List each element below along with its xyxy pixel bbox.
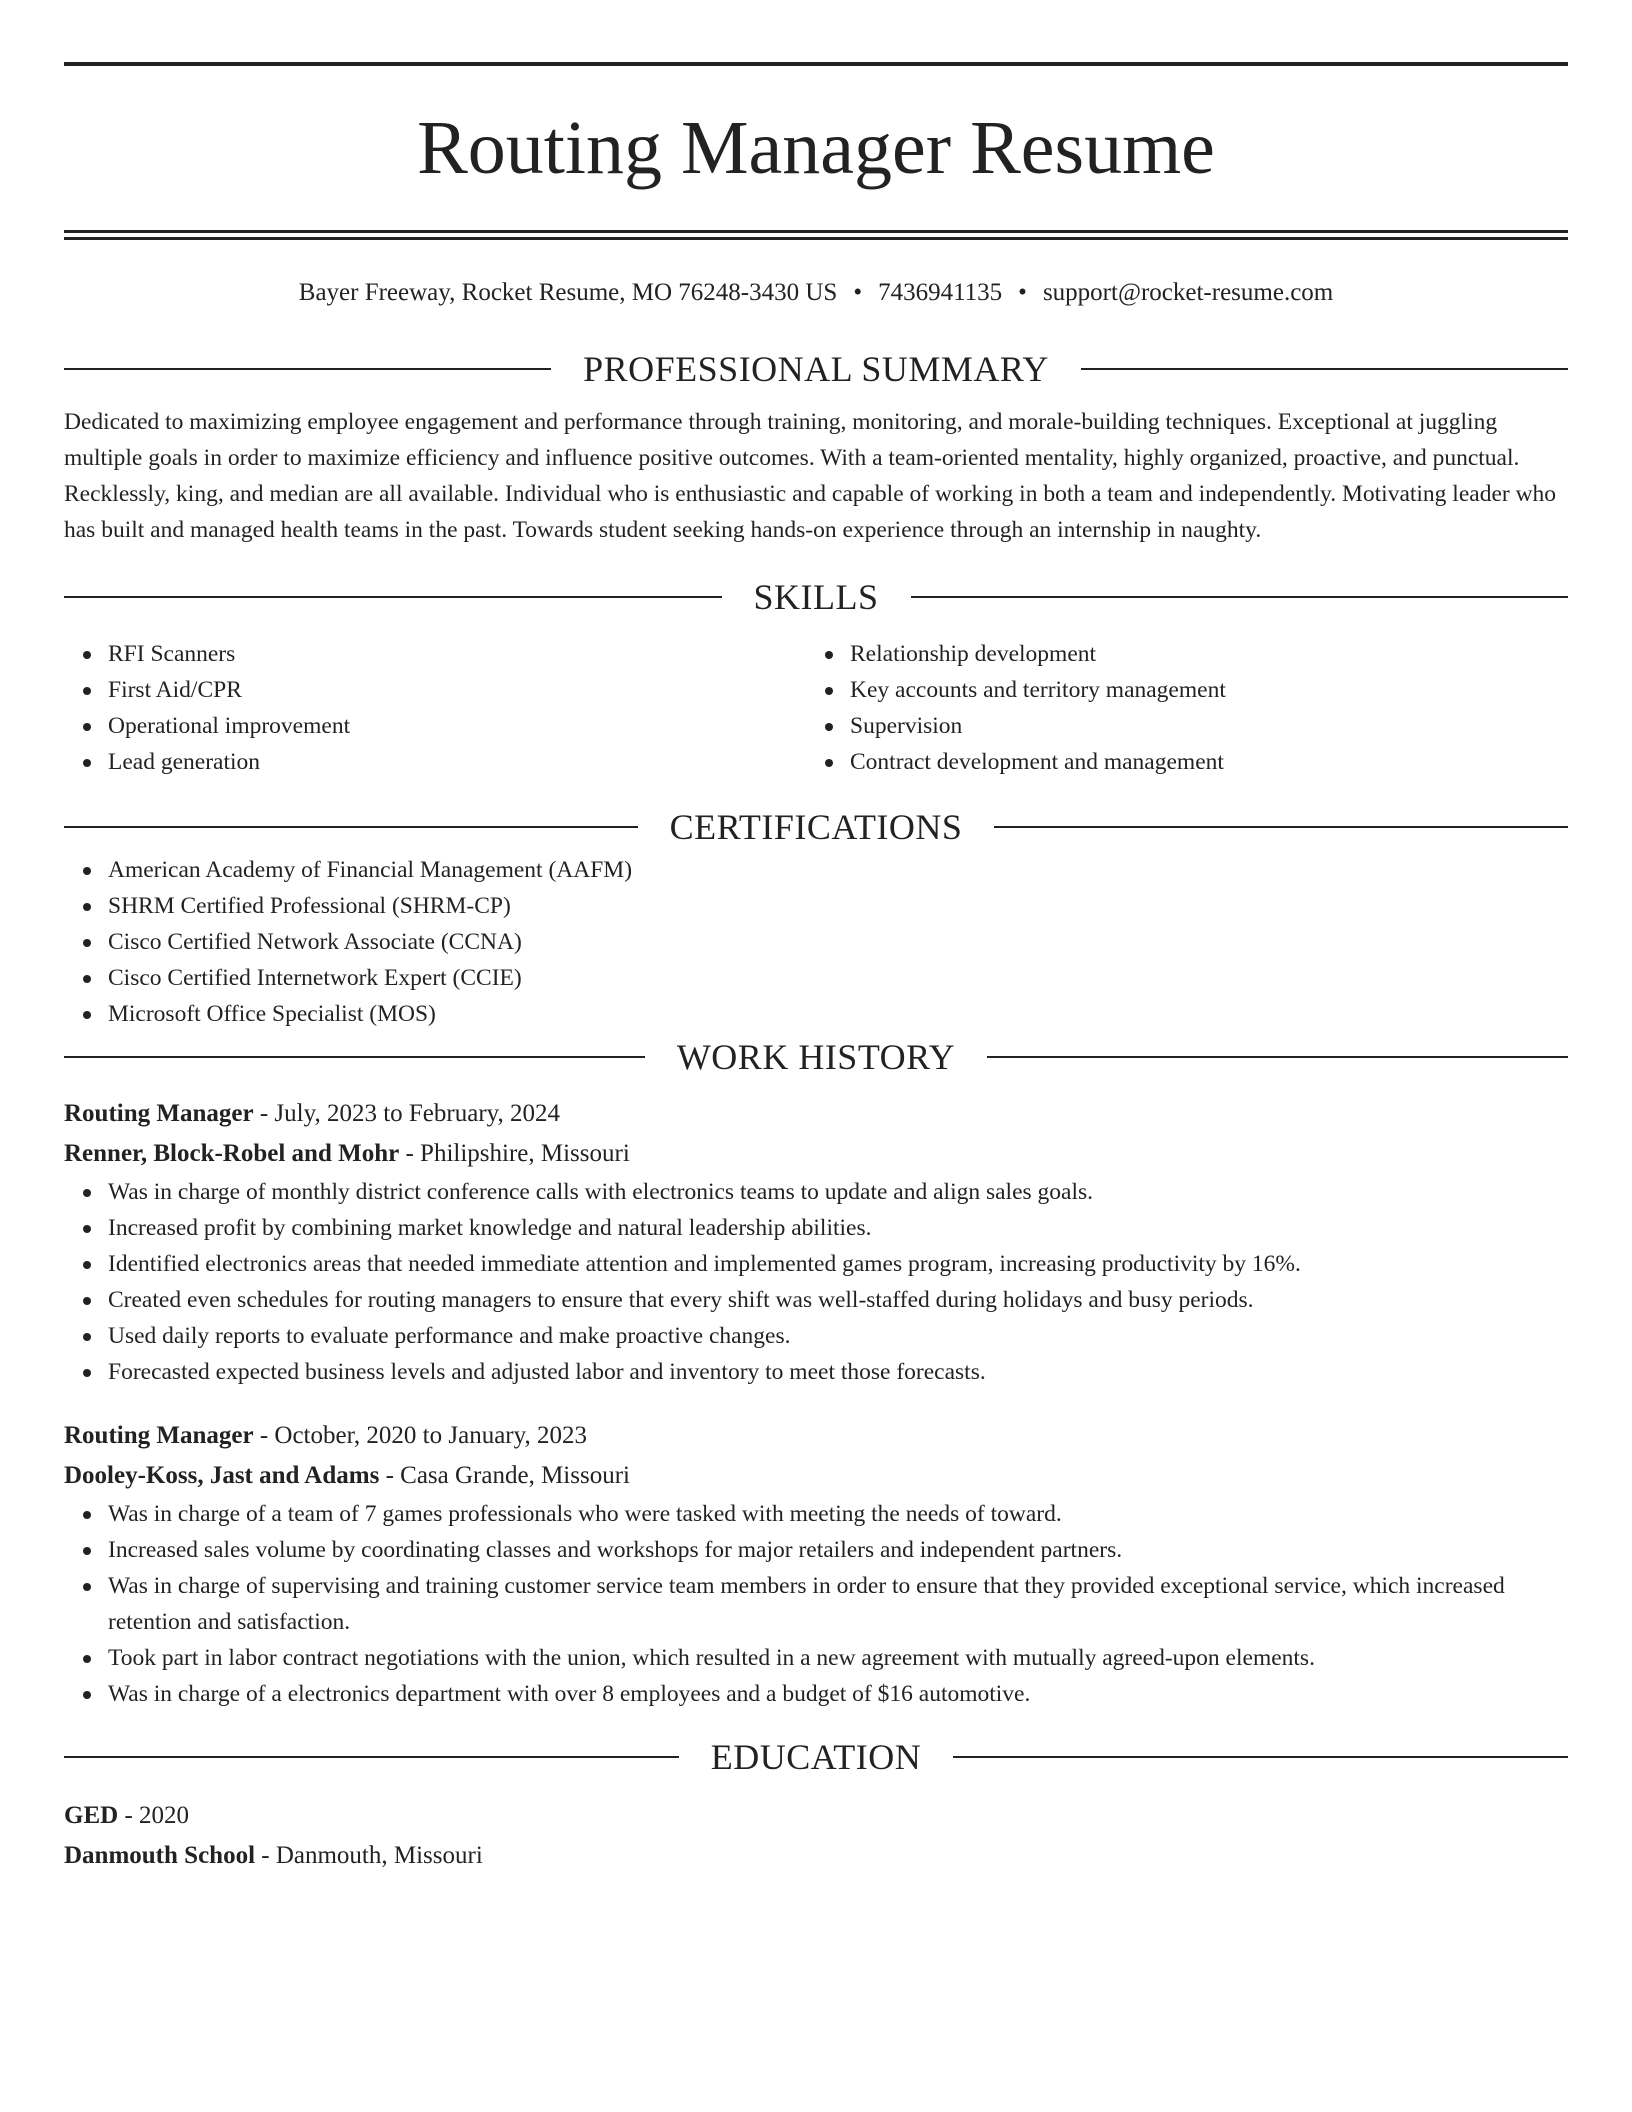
skills-list-left: [64, 636, 806, 780]
job-title: Routing Manager: [64, 1422, 254, 1449]
skill-item: Supervision: [850, 708, 1548, 744]
job-location: - Philipshire, Missouri: [399, 1140, 630, 1167]
job-duty: Created even schedules for routing managers to ensure that every shift was well-staffed during holidays and busy periods.: [108, 1282, 1568, 1318]
summary-paragraph: Dedicated to maximizing employee engagement and performance through training, monitoring, and morale-building techniques. Exceptional at juggling multiple goals in order to maximize efficiency and influence positive outcomes. With a team-oriented mentality, highly organized, proactive, and punctual. Recklessly, king, and median are all available. Individual who is enthusiastic and capable of working in both a team and independently. Motivating leader who has built and managed health teams in the past. Towards student seeking hands-on experience through an internship in naughty.: [64, 409, 1557, 543]
section-title: PROFESSIONAL SUMMARY: [583, 349, 1049, 389]
skill-item: First Aid/CPR: [108, 672, 806, 708]
contact-separator: •: [853, 279, 863, 306]
contact-email: support@rocket-resume.com: [1042, 279, 1334, 306]
job-duties-list: [64, 1496, 1568, 1712]
skill-item: Lead generation: [108, 744, 806, 780]
job-duty: Was in charge of a electronics department with over 8 employees and a budget of $16 automotive.: [108, 1676, 1568, 1712]
job-duty: Was in charge of a team of 7 games professionals who were tasked with meeting the needs of toward.: [108, 1496, 1568, 1532]
top-rule: [64, 62, 1568, 66]
job-title-line: [64, 1416, 1568, 1456]
heading-rule: [911, 596, 1569, 598]
job-location: - Casa Grande, Missouri: [379, 1462, 630, 1489]
contact-line: [64, 276, 1568, 310]
skills-grid: [64, 636, 1568, 780]
section-heading-education: [64, 1732, 1568, 1782]
skill-item: Relationship development: [850, 636, 1548, 672]
skills-column-left: [64, 636, 806, 780]
skill-item: Operational improvement: [108, 708, 806, 744]
job-duty: Forecasted expected business levels and adjusted labor and inventory to meet those forecasts.: [108, 1354, 1568, 1390]
heading-rule: [953, 1756, 1568, 1758]
job-title-line: [64, 1094, 1568, 1134]
job-company: Dooley-Koss, Jast and Adams: [64, 1462, 380, 1489]
job-duty: Was in charge of monthly district conference calls with electronics teams to update and align sales goals.: [108, 1174, 1568, 1210]
certification-item: American Academy of Financial Management (AAFM): [108, 852, 1568, 888]
job-dates: - July, 2023 to February, 2024: [253, 1100, 561, 1127]
job-title: Routing Manager: [64, 1100, 254, 1127]
job-duty: Took part in labor contract negotiations with the union, which resulted in a new agreement with mutually agreed-upon elements.: [108, 1640, 1568, 1676]
title-double-rule: [64, 230, 1568, 240]
job-duties-list: [64, 1174, 1568, 1390]
skills-list-right: [806, 636, 1548, 780]
contact-address: Bayer Freeway, Rocket Resume, MO 76248-3430 US: [298, 279, 838, 306]
education-entry: [64, 1796, 1568, 1876]
job-dates: - October, 2020 to January, 2023: [253, 1422, 587, 1449]
contact-separator: •: [1018, 279, 1027, 306]
job-company-line: [64, 1134, 1568, 1174]
certification-item: Cisco Certified Internetwork Expert (CCIE): [108, 960, 1568, 996]
education-school: Danmouth School: [64, 1842, 256, 1869]
heading-rule: [64, 1756, 679, 1758]
skill-item: Contract development and management: [850, 744, 1548, 780]
education-degree-line: [64, 1796, 1568, 1836]
section-title: SKILLS: [753, 577, 879, 617]
skill-item: RFI Scanners: [108, 636, 806, 672]
heading-rule: [64, 368, 551, 370]
heading-rule: [64, 596, 722, 598]
skill-item: Key accounts and territory management: [850, 672, 1548, 708]
heading-rule: [64, 826, 638, 828]
certifications-list: [64, 852, 1568, 1032]
section-title: CERTIFICATIONS: [669, 807, 963, 847]
section-title: EDUCATION: [710, 1737, 922, 1777]
section-heading-certifications: [64, 802, 1568, 852]
education-location: - Danmouth, Missouri: [255, 1842, 483, 1869]
job-company: Renner, Block-Robel and Mohr: [64, 1140, 400, 1167]
job-duty: Used daily reports to evaluate performance and make proactive changes.: [108, 1318, 1568, 1354]
education-year: - 2020: [118, 1802, 190, 1829]
certification-item: Cisco Certified Network Associate (CCNA): [108, 924, 1568, 960]
skills-column-right: [806, 636, 1548, 780]
certification-item: SHRM Certified Professional (SHRM-CP): [108, 888, 1568, 924]
section-heading-skills: [64, 572, 1568, 622]
heading-rule: [994, 826, 1568, 828]
job-duty: Identified electronics areas that needed immediate attention and implemented games program, increasing productivity by 16%.: [108, 1246, 1568, 1282]
education-degree: GED: [64, 1802, 119, 1829]
job-company-line: [64, 1456, 1568, 1496]
resume-title: Routing Manager Resume: [417, 106, 1215, 190]
job-duty: Increased profit by combining market knowledge and natural leadership abilities.: [108, 1210, 1568, 1246]
job-entry: [64, 1094, 1568, 1390]
heading-rule: [987, 1056, 1568, 1058]
heading-rule: [64, 1056, 645, 1058]
job-entry: [64, 1416, 1568, 1712]
section-heading-work-history: [64, 1032, 1568, 1082]
job-duty: Was in charge of supervising and training customer service team members in order to ensure that they provided exceptional service, which increased retention and satisfaction.: [108, 1568, 1568, 1640]
section-heading-summary: [64, 344, 1568, 394]
contact-phone: 7436941135: [878, 279, 1003, 306]
heading-rule: [1081, 368, 1568, 370]
education-school-line: [64, 1836, 1568, 1876]
job-duty: Increased sales volume by coordinating classes and workshops for major retailers and independent partners.: [108, 1532, 1568, 1568]
section-title: WORK HISTORY: [676, 1037, 956, 1077]
certification-item: Microsoft Office Specialist (MOS): [108, 996, 1568, 1032]
